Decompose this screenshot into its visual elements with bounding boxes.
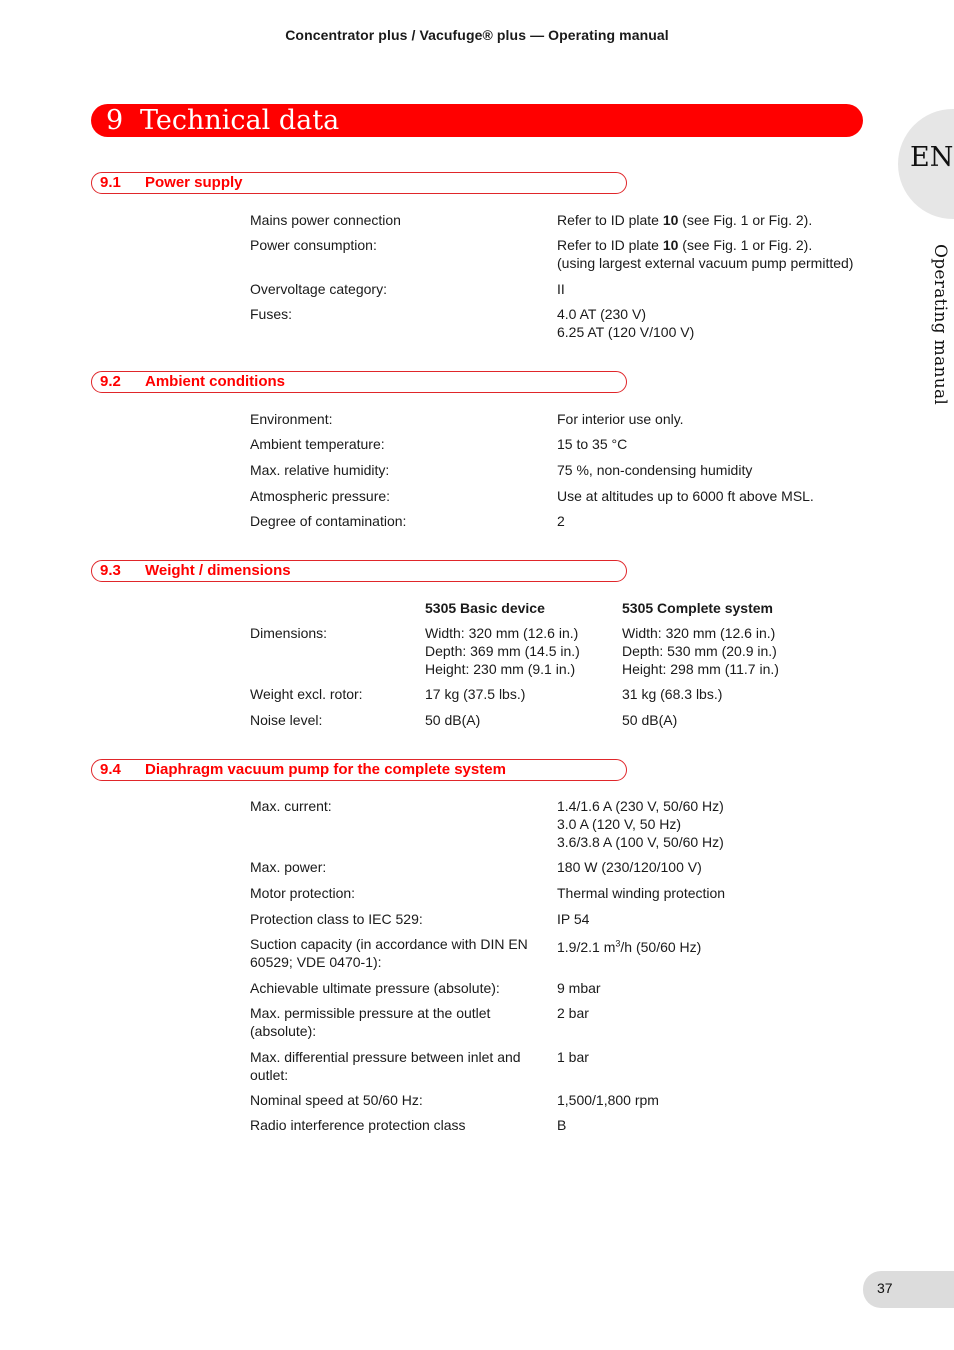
side-label: Operating manual bbox=[930, 244, 950, 406]
label-line: (absolute): bbox=[250, 1023, 317, 1039]
row-label bbox=[250, 935, 540, 971]
column-header-basic: 5305 Basic device bbox=[425, 600, 545, 616]
label-line: 60529; VDE 0470-1): bbox=[250, 954, 382, 970]
complete-dimensions bbox=[622, 624, 779, 678]
section-heading-weight-dimensions bbox=[91, 560, 627, 582]
section-number: 9.4 bbox=[100, 761, 121, 778]
value-text: /h (50/60 Hz) bbox=[620, 939, 702, 955]
value-bold: 10 bbox=[662, 237, 679, 253]
section-number: 9.3 bbox=[100, 562, 121, 579]
row-value: II bbox=[557, 281, 565, 297]
label-line: outlet: bbox=[250, 1067, 289, 1083]
value-superscript: 3 bbox=[615, 938, 621, 949]
row-value: 1 bar bbox=[557, 1049, 589, 1065]
chapter-title: Technical data bbox=[140, 105, 340, 136]
section-title: Power supply bbox=[145, 174, 243, 191]
section-number: 9.1 bbox=[100, 174, 121, 191]
value-line: 1.4/1.6 A (230 V, 50/60 Hz) bbox=[557, 798, 724, 814]
row-label bbox=[250, 1004, 540, 1040]
section-heading-ambient-conditions bbox=[91, 371, 627, 393]
value-line: Height: 230 mm (9.1 in.) bbox=[425, 661, 576, 677]
row-value: 9 mbar bbox=[557, 980, 601, 996]
value-text: 1.9/2.1 m bbox=[557, 939, 616, 955]
row-label: Dimensions: bbox=[250, 625, 328, 641]
label-line: Max. differential pressure between inlet and bbox=[250, 1049, 521, 1065]
row-label: Protection class to IEC 529: bbox=[250, 911, 423, 927]
value-text: Refer to ID plate bbox=[557, 237, 663, 253]
section-number: 9.2 bbox=[100, 373, 121, 390]
row-label: Fuses: bbox=[250, 306, 293, 322]
language-tab bbox=[898, 109, 954, 219]
section-title: Ambient conditions bbox=[145, 373, 285, 390]
row-label: Power consumption: bbox=[250, 237, 377, 253]
value-line: 6.25 AT (120 V/100 V) bbox=[557, 324, 695, 340]
basic-dimensions bbox=[425, 624, 580, 678]
row-label: Achievable ultimate pressure (absolute): bbox=[250, 980, 500, 996]
row-value: IP 54 bbox=[557, 911, 590, 927]
label-line: Suction capacity (in accordance with DIN EN bbox=[250, 936, 528, 952]
value-line: Depth: 530 mm (20.9 in.) bbox=[622, 643, 777, 659]
row-label: Degree of contamination: bbox=[250, 513, 407, 529]
row-value bbox=[557, 211, 877, 229]
column-header-complete: 5305 Complete system bbox=[622, 600, 773, 616]
row-label: Motor protection: bbox=[250, 885, 356, 901]
section-heading-power-supply bbox=[91, 172, 627, 194]
chapter-heading bbox=[91, 104, 863, 137]
row-value: 2 bar bbox=[557, 1005, 589, 1021]
language-label: EN bbox=[910, 142, 954, 173]
row-label: Mains power connection bbox=[250, 212, 401, 228]
row-label: Max. power: bbox=[250, 859, 327, 875]
row-value: For interior use only. bbox=[557, 411, 684, 427]
section-title: Diaphragm vacuum pump for the complete system bbox=[145, 761, 506, 778]
row-value bbox=[557, 236, 877, 272]
row-label: Noise level: bbox=[250, 712, 323, 728]
row-label: Nominal speed at 50/60 Hz: bbox=[250, 1092, 423, 1108]
row-label: Max. current: bbox=[250, 798, 332, 814]
row-label: Max. relative humidity: bbox=[250, 462, 390, 478]
chapter-number: 9 bbox=[106, 105, 124, 136]
value-line: Width: 320 mm (12.6 in.) bbox=[425, 625, 579, 641]
row-value: 1,500/1,800 rpm bbox=[557, 1092, 659, 1108]
value-line: Depth: 369 mm (14.5 in.) bbox=[425, 643, 580, 659]
complete-noise: 50 dB(A) bbox=[622, 712, 678, 728]
row-value bbox=[557, 305, 877, 341]
value-line: (using largest external vacuum pump permitted) bbox=[557, 255, 854, 271]
row-value bbox=[557, 938, 877, 956]
running-header: Concentrator plus / Vacufuge® plus — Operating manual bbox=[285, 27, 669, 43]
row-label bbox=[250, 1048, 540, 1084]
row-value: 180 W (230/120/100 V) bbox=[557, 859, 702, 875]
row-label: Ambient temperature: bbox=[250, 436, 385, 452]
row-label: Weight excl. rotor: bbox=[250, 686, 363, 702]
value-bold: 10 bbox=[662, 212, 679, 228]
section-title: Weight / dimensions bbox=[145, 562, 291, 579]
row-label: Overvoltage category: bbox=[250, 281, 387, 297]
value-text: (see Fig. 1 or Fig. 2). bbox=[678, 237, 813, 253]
complete-weight: 31 kg (68.3 lbs.) bbox=[622, 686, 723, 702]
basic-weight: 17 kg (37.5 lbs.) bbox=[425, 686, 526, 702]
value-line: Width: 320 mm (12.6 in.) bbox=[622, 625, 776, 641]
basic-noise: 50 dB(A) bbox=[425, 712, 481, 728]
label-line: Max. permissible pressure at the outlet bbox=[250, 1005, 491, 1021]
row-label: Atmospheric pressure: bbox=[250, 488, 391, 504]
page-number-tab bbox=[863, 1271, 954, 1308]
section-heading-vacuum-pump bbox=[91, 759, 627, 781]
value-line: 3.0 A (120 V, 50 Hz) bbox=[557, 816, 682, 832]
value-line: 3.6/3.8 A (100 V, 50/60 Hz) bbox=[557, 834, 724, 850]
row-value: Use at altitudes up to 6000 ft above MSL. bbox=[557, 488, 814, 504]
row-value bbox=[557, 797, 877, 851]
value-line: Height: 298 mm (11.7 in.) bbox=[622, 661, 779, 677]
page-number: 37 bbox=[877, 1280, 893, 1296]
row-label: Radio interference protection class bbox=[250, 1117, 466, 1133]
row-value: 2 bbox=[557, 513, 565, 529]
row-label: Environment: bbox=[250, 411, 333, 427]
row-value: 15 to 35 °C bbox=[557, 436, 628, 452]
row-value: B bbox=[557, 1117, 567, 1133]
row-value: Thermal winding protection bbox=[557, 885, 726, 901]
value-text: Refer to ID plate bbox=[557, 212, 663, 228]
value-text: (see Fig. 1 or Fig. 2). bbox=[678, 212, 813, 228]
row-value: 75 %, non-condensing humidity bbox=[557, 462, 753, 478]
value-line: 4.0 AT (230 V) bbox=[557, 306, 646, 322]
